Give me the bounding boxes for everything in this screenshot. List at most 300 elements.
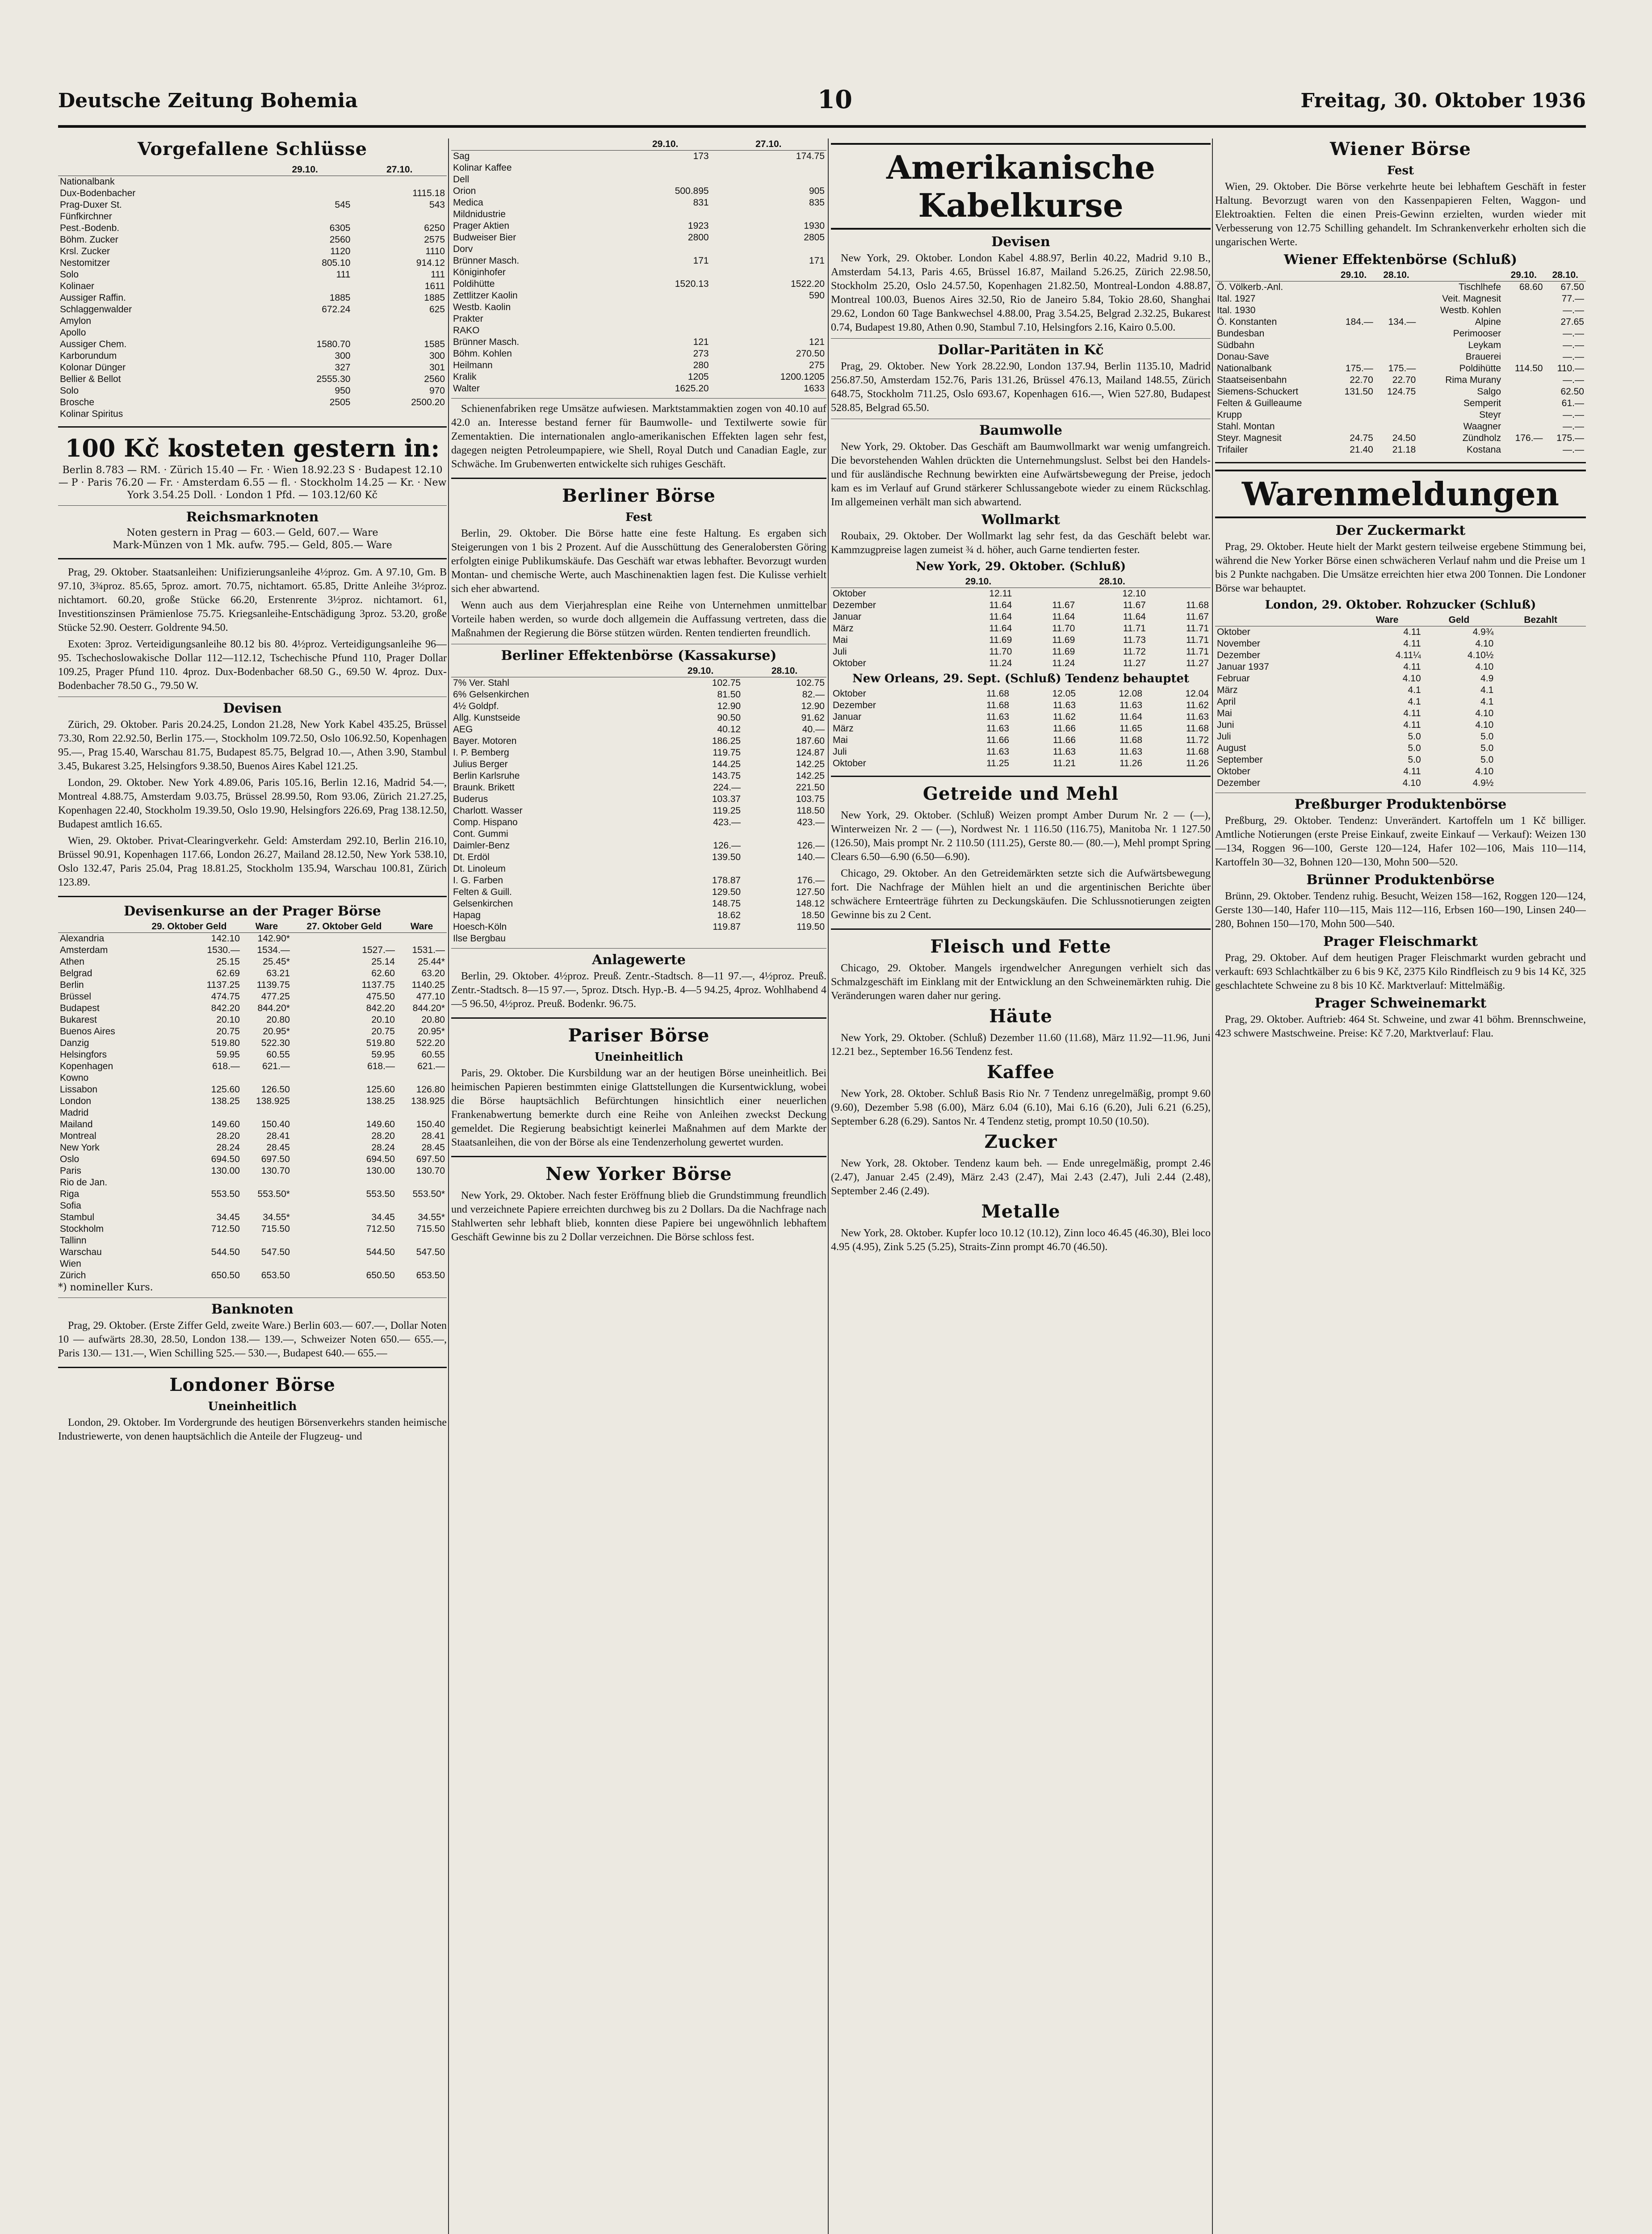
row-label: Warschau bbox=[60, 1247, 102, 1257]
quote-cell: 90.50 bbox=[717, 713, 741, 723]
quote-cell: —.— bbox=[1563, 340, 1584, 350]
quote-cell bbox=[1495, 766, 1586, 777]
newyork-text: New York, 29. Oktober. Nach fester Eröffnung blieb die Grundstimmung freundlich und verzeichnete Papiere erreichten durchweg bis zu 2 Dollars. Da die Nachfrage nach Stahlwerten sehr lebhaft blieb, konnten diese Papiere bei ungewöhnlich lebhaftem Geschäft Gewinne bis zu 2 Dollar verzeichnen. Die Börse schloss fest. bbox=[451, 1190, 826, 1243]
berlin-text: Wenn auch aus dem Vierjahresplan eine Reihe von Unternehmen unmittelbar Vorteile haben werden, so wurde doch allgemein die Auffassung vertreten, dass die Maßnahmen der Regierung die Börse stützen würden. Renten tendierten freundlich. bbox=[451, 600, 826, 639]
table-row bbox=[831, 600, 1211, 611]
table-row bbox=[1215, 421, 1586, 433]
quote-cell bbox=[137, 1258, 242, 1270]
table-row bbox=[1215, 409, 1586, 421]
quote-cell bbox=[1375, 351, 1418, 363]
table-row bbox=[831, 735, 1211, 746]
table-row bbox=[1215, 351, 1586, 363]
table-row bbox=[58, 1188, 447, 1200]
quote-cell: 34.55* bbox=[263, 1212, 290, 1222]
table-row bbox=[58, 1212, 447, 1223]
quote-cell bbox=[711, 162, 826, 174]
quote-cell: 1580.70 bbox=[316, 339, 351, 349]
quote-cell: Westb. Kohlen bbox=[1440, 305, 1501, 315]
prager-devisen-table bbox=[58, 921, 447, 1281]
quote-cell: 138.925 bbox=[256, 1096, 290, 1106]
pressburg-title: Preßburger Produktenbörse bbox=[1294, 797, 1507, 812]
quote-cell: 11.24 bbox=[989, 658, 1012, 668]
warenmeldungen-title: Warenmeldungen bbox=[1215, 470, 1586, 518]
getreide-text: Chicago, 29. Oktober. An den Getreidemärkten setzte sich die Aufwärtsbewegung fort. Die Nachfrage der Mühlen hielt an und die argentinischen Berichte über schwächere Ernteerträge führten zu Deckungskäufen. Die Schlussnotierungen zeigten Gewinne bis zu 2 Cent. bbox=[831, 868, 1211, 921]
quote-cell: 28.45 bbox=[266, 1142, 290, 1153]
quote-cell: 1120 bbox=[330, 246, 351, 256]
quote-cell: 110.— bbox=[1557, 363, 1584, 374]
table-row bbox=[1215, 293, 1586, 305]
quote-cell: 1137.75 bbox=[361, 980, 395, 990]
row-label: Ilse Bergbau bbox=[453, 933, 506, 944]
quote-cell bbox=[1332, 409, 1375, 421]
quote-cell: 522.20 bbox=[416, 1038, 445, 1048]
table-row bbox=[831, 623, 1211, 634]
row-label: Februar bbox=[1217, 673, 1250, 684]
table-row bbox=[451, 828, 826, 840]
table-row bbox=[1215, 661, 1586, 673]
quote-cell bbox=[292, 933, 397, 945]
row-label: Dezember bbox=[1217, 650, 1260, 660]
quote-cell: Waagner bbox=[1463, 421, 1501, 432]
quote-cell: 175.— bbox=[1345, 363, 1373, 374]
table-row bbox=[58, 1049, 447, 1061]
table-row bbox=[451, 933, 826, 945]
quote-cell: 1205 bbox=[688, 372, 709, 382]
quote-cell bbox=[137, 1107, 242, 1119]
quote-cell: 143.75 bbox=[712, 771, 741, 781]
quote-cell: 25.15 bbox=[216, 957, 240, 967]
quote-cell bbox=[1495, 684, 1586, 696]
haute-title: Häute bbox=[989, 1006, 1052, 1027]
quote-cell bbox=[137, 1235, 242, 1247]
table-header-cell: 27. Oktober Geld bbox=[292, 921, 397, 933]
row-label: Amylon bbox=[60, 316, 92, 326]
quote-cell bbox=[1503, 398, 1544, 409]
quote-cell: 11.71 bbox=[1186, 623, 1209, 634]
row-label: Hoesch-Köln bbox=[453, 922, 507, 932]
table-row bbox=[451, 348, 826, 360]
quote-cell bbox=[1332, 281, 1375, 294]
quote-cell: 831 bbox=[693, 197, 709, 208]
table-row bbox=[58, 362, 447, 374]
row-label: Berlin bbox=[60, 980, 84, 990]
quote-cell: 1633 bbox=[804, 383, 825, 394]
quote-cell: 300 bbox=[429, 351, 445, 361]
quote-cell bbox=[1375, 281, 1418, 294]
kaffee-title: Kaffee bbox=[987, 1062, 1055, 1083]
quote-cell: 34.55* bbox=[418, 1212, 445, 1222]
quote-cell bbox=[292, 1072, 397, 1084]
quote-cell: 11.27 bbox=[1186, 658, 1209, 668]
quote-cell: 175.— bbox=[1556, 433, 1584, 443]
london-rohzucker-table bbox=[1215, 614, 1586, 789]
quote-cell: 28.45 bbox=[421, 1142, 445, 1153]
quote-cell: 475.50 bbox=[366, 991, 395, 1002]
row-label: Zürich bbox=[60, 1270, 86, 1281]
quote-cell: 327 bbox=[335, 362, 351, 373]
row-label: Mai bbox=[833, 635, 848, 645]
table-row bbox=[58, 1154, 447, 1165]
quote-cell bbox=[1375, 328, 1418, 340]
row-label: Hapag bbox=[453, 910, 481, 920]
quote-cell bbox=[1495, 696, 1586, 708]
row-label: Budapest bbox=[60, 1003, 100, 1013]
table-row bbox=[58, 1014, 447, 1026]
quote-cell bbox=[258, 211, 352, 223]
table-row bbox=[58, 968, 447, 979]
effekten-title: Berliner Effektenbörse (Kassakurse) bbox=[501, 648, 777, 663]
table-row bbox=[451, 747, 826, 759]
row-label: Staatseisenbahn bbox=[1217, 375, 1287, 385]
row-label: New York bbox=[60, 1142, 100, 1153]
quote-cell bbox=[1495, 708, 1586, 719]
quote-cell: 2555.30 bbox=[316, 374, 351, 384]
quote-cell: 712.50 bbox=[211, 1224, 240, 1234]
quote-cell bbox=[1375, 305, 1418, 316]
quote-cell: 1139.75 bbox=[256, 980, 290, 990]
table-row bbox=[831, 646, 1211, 658]
quote-cell: 142.90* bbox=[257, 933, 290, 944]
quote-cell: 553.50* bbox=[412, 1189, 445, 1199]
row-label: Brünner Masch. bbox=[453, 337, 520, 347]
table-row bbox=[451, 302, 826, 313]
quote-cell bbox=[242, 1177, 292, 1188]
quote-cell bbox=[1375, 293, 1418, 305]
zucker-title: Zucker bbox=[984, 1131, 1057, 1152]
quote-cell: 130.70 bbox=[416, 1166, 445, 1176]
fleisch-fette-text: Chicago, 29. Oktober. Mangels irgendwelcher Anregungen verhielt sich das Schmalzgeschäft im Einklang mit der Entwicklung an den Schweinemärkten ruhig. Die Veränderungen waren daher nur gering. bbox=[831, 962, 1211, 1002]
kaffee-text: New York, 28. Oktober. Schluß Basis Rio Nr. 7 Tendenz unregelmäßig, prompt 9.60 (9.60), Dezember 5.98 (6.00), März 6.04 (6.10), Mai 6.16 (6.20), Juli 6.21 (6.25), September 6.28 (6.29). Santos Nr. 4 Tendenz stetig, prompt 10.50 (10.50). bbox=[831, 1088, 1211, 1127]
table-row bbox=[1215, 754, 1586, 766]
quote-cell bbox=[1495, 777, 1586, 789]
quote-cell: 129.50 bbox=[712, 887, 741, 897]
row-label: Westb. Kaolin bbox=[453, 302, 511, 312]
table-row bbox=[58, 199, 447, 211]
quote-cell: 712.50 bbox=[366, 1224, 395, 1234]
wollmarkt-title: Wollmarkt bbox=[981, 512, 1060, 528]
row-label: Mildnidustrie bbox=[453, 209, 506, 219]
quote-cell: Leykam bbox=[1468, 340, 1501, 350]
quote-cell: 130.00 bbox=[366, 1166, 395, 1176]
table-row bbox=[451, 290, 826, 302]
wien-title: Wiener Börse bbox=[1330, 139, 1471, 160]
table-row bbox=[831, 700, 1211, 711]
quote-cell: 1923 bbox=[688, 221, 709, 231]
quote-cell: 2575 bbox=[424, 235, 445, 245]
quote-cell: 4.1 bbox=[1408, 685, 1421, 695]
table-row bbox=[1215, 281, 1586, 294]
devisen-box-title: 100 Kč kosteten gestern in: bbox=[65, 434, 440, 462]
quote-cell: 187.60 bbox=[796, 736, 825, 746]
quote-cell: 127.50 bbox=[796, 887, 825, 897]
quote-cell: 149.60 bbox=[211, 1119, 240, 1130]
row-label: Bundesban bbox=[1217, 328, 1265, 339]
quote-cell: 1885 bbox=[424, 293, 445, 303]
quote-cell bbox=[242, 1072, 292, 1084]
table-row bbox=[451, 712, 826, 724]
brunn-text: Brünn, 29. Oktober. Tendenz ruhig. Besucht, Weizen 158—162, Roggen 120—124, Gerste 130—140, Hafer 110—115, Mais 112—116, Erbsen 160—190, Linsen 240—280, Bohnen 150—170, Mohn 500—540. bbox=[1215, 890, 1586, 930]
quote-cell bbox=[292, 1258, 397, 1270]
quote-cell: 672.24 bbox=[322, 304, 351, 315]
quote-cell: 842.20 bbox=[366, 1003, 395, 1013]
quote-cell: 12.10 bbox=[1122, 588, 1146, 599]
effekten-table bbox=[451, 665, 826, 945]
quote-cell: 544.50 bbox=[211, 1247, 240, 1257]
table-row bbox=[58, 188, 447, 199]
quote-cell: 11.68 bbox=[1186, 723, 1209, 734]
quote-cell: Tischlhefe bbox=[1459, 282, 1501, 292]
quote-cell: 275 bbox=[809, 360, 825, 370]
table-row bbox=[451, 840, 826, 852]
row-label: Belgrad bbox=[60, 968, 92, 978]
table-row bbox=[58, 1130, 447, 1142]
quote-cell: 11.64 bbox=[989, 612, 1012, 622]
table-header-cell bbox=[831, 576, 943, 588]
quote-cell: 621.— bbox=[417, 1061, 445, 1071]
quote-cell: 970 bbox=[429, 386, 445, 396]
metalle-title: Metalle bbox=[981, 1201, 1061, 1222]
quote-cell: 625 bbox=[429, 304, 445, 315]
column-rule bbox=[448, 139, 449, 2234]
quote-cell: 25.14 bbox=[371, 957, 395, 967]
quote-cell: 4.1 bbox=[1408, 697, 1421, 707]
row-label: Siemens-Schuckert bbox=[1217, 386, 1299, 397]
divider bbox=[58, 426, 447, 428]
quote-cell: 24.50 bbox=[1392, 433, 1416, 443]
quote-cell: 34.45 bbox=[216, 1212, 240, 1222]
row-label: Krupp bbox=[1217, 410, 1242, 420]
quote-cell: 4.11 bbox=[1403, 766, 1421, 777]
quote-cell: 914.12 bbox=[416, 258, 445, 268]
table-header-cell: 27.10. bbox=[352, 164, 447, 176]
quote-cell: 1200.1205 bbox=[780, 372, 825, 382]
quote-cell: 5.0 bbox=[1480, 731, 1494, 742]
quote-cell bbox=[620, 174, 711, 185]
quote-cell: 12.04 bbox=[1185, 689, 1209, 699]
quote-cell: 11.66 bbox=[986, 735, 1010, 745]
quote-cell: 82.— bbox=[802, 689, 825, 700]
table-row bbox=[451, 360, 826, 371]
quote-cell: 1140.25 bbox=[411, 980, 445, 990]
row-label: Prakter bbox=[453, 314, 483, 324]
table-row bbox=[451, 267, 826, 278]
quote-cell: 11.63 bbox=[1053, 700, 1076, 710]
row-label: Prager Aktien bbox=[453, 221, 510, 231]
quote-cell bbox=[711, 244, 826, 255]
haute-text: New York, 29. Oktober. (Schluß) Dezember 11.60 (11.68), März 11.92—11.96, Juni 12.21 bez., September 16.56 Tendenz fest. bbox=[831, 1032, 1211, 1058]
table-row bbox=[1215, 766, 1586, 777]
row-label: Dt. Erdöl bbox=[453, 852, 490, 862]
quote-cell: 63.21 bbox=[266, 968, 290, 978]
quote-cell: Poldihütte bbox=[1459, 363, 1501, 374]
schweinemarkt-title: Prager Schweinemarkt bbox=[1314, 995, 1487, 1011]
quote-cell bbox=[137, 1177, 242, 1188]
quote-cell: 62.69 bbox=[216, 968, 240, 978]
quote-cell: 119.75 bbox=[713, 747, 741, 758]
quote-cell: 11.69 bbox=[1052, 647, 1075, 657]
quote-cell: 11.68 bbox=[1120, 735, 1143, 745]
quote-cell: 300 bbox=[335, 351, 351, 361]
quote-cell: 11.64 bbox=[989, 623, 1012, 634]
devisen-box-line: Berlin 8.783 — RM. · Zürich 15.40 — Fr. · Wien 18.92.23 S · Budapest 12.10 — P · Paris 76.20 — Fr. · Amsterdam 6.55 — fl. · Stockholm 14.25 — Kr. · New York 3.54.25 Doll. · London 1 Pfd. — 103.12/60 Kč bbox=[58, 465, 447, 501]
row-label: Orion bbox=[453, 186, 476, 196]
row-label: Stockholm bbox=[60, 1224, 104, 1234]
quote-cell bbox=[658, 863, 742, 875]
quote-cell: 4.10½ bbox=[1467, 650, 1494, 660]
schweinemarkt-text: Prag, 29. Oktober. Auftrieb: 464 St. Schweine, und zwar 41 böhm. Brennschweine, 423 schwere Mastschweine. Preise: Kč 7.20, Marktverlauf: Flau. bbox=[1215, 1014, 1586, 1039]
table-row bbox=[58, 945, 447, 956]
quote-cell: 4.11 bbox=[1403, 708, 1421, 718]
table-row bbox=[1215, 316, 1586, 328]
table-row bbox=[1215, 398, 1586, 409]
quote-cell bbox=[620, 325, 711, 336]
quote-cell bbox=[742, 863, 826, 875]
quote-cell: 11.64 bbox=[989, 600, 1012, 610]
table-row bbox=[58, 979, 447, 991]
row-label: Buderus bbox=[453, 794, 488, 804]
row-label: Lissabon bbox=[60, 1084, 98, 1095]
quote-cell: 280 bbox=[693, 360, 709, 370]
quote-cell: 11.68 bbox=[1186, 747, 1209, 757]
table-row bbox=[58, 292, 447, 304]
row-label: Januar bbox=[833, 712, 862, 722]
table-row bbox=[451, 759, 826, 770]
row-label: Daimler-Benz bbox=[453, 840, 510, 851]
table-row bbox=[58, 1270, 447, 1281]
quote-cell bbox=[711, 174, 826, 185]
quote-cell: 22.70 bbox=[1350, 375, 1373, 385]
quote-cell: 1885 bbox=[329, 293, 351, 303]
row-label: Karborundum bbox=[60, 351, 117, 361]
quote-cell: 547.50 bbox=[261, 1247, 290, 1257]
quote-cell: 40.— bbox=[802, 724, 825, 735]
quote-cell bbox=[1495, 661, 1586, 673]
quote-cell bbox=[1503, 374, 1544, 386]
quote-cell: 835 bbox=[809, 197, 825, 208]
quote-cell bbox=[292, 1177, 397, 1188]
row-label: Athen bbox=[60, 957, 84, 967]
quote-cell: 11.66 bbox=[1053, 735, 1076, 745]
schluss-table-b bbox=[451, 139, 826, 395]
reichsmark-line: Noten gestern in Prag — 603.— Geld, 607.— Ware bbox=[126, 527, 378, 538]
table-header-cell: 29.10. bbox=[943, 576, 1014, 588]
row-label: Ital. 1927 bbox=[1217, 294, 1256, 304]
quote-cell bbox=[1503, 340, 1544, 351]
quote-cell: 138.25 bbox=[211, 1096, 240, 1106]
divider bbox=[831, 928, 1211, 930]
quote-cell: 544.50 bbox=[366, 1247, 395, 1257]
table-row bbox=[58, 1223, 447, 1235]
quote-cell: 184.— bbox=[1345, 317, 1373, 327]
quote-cell: 20.95* bbox=[263, 1026, 290, 1037]
quote-cell: 102.75 bbox=[796, 678, 825, 688]
table-row bbox=[451, 244, 826, 255]
quote-cell: 621.— bbox=[262, 1061, 290, 1071]
quote-cell: 20.10 bbox=[216, 1015, 240, 1025]
divider bbox=[58, 558, 447, 559]
row-label: Riga bbox=[60, 1189, 80, 1199]
quote-cell: 60.55 bbox=[421, 1050, 445, 1060]
quote-cell bbox=[620, 302, 711, 313]
table-header-cell: 27.10. bbox=[711, 139, 826, 151]
row-label: Bukarest bbox=[60, 1015, 97, 1025]
row-label: Aussiger Raffin. bbox=[60, 293, 126, 303]
quote-cell: 2560 bbox=[424, 374, 445, 384]
row-label: Kolinar Spiritus bbox=[60, 409, 123, 419]
quote-cell bbox=[1503, 293, 1544, 305]
table-row bbox=[451, 724, 826, 735]
quote-cell: 28.41 bbox=[421, 1131, 445, 1141]
row-label: Brünner Masch. bbox=[453, 256, 520, 266]
table-row bbox=[58, 1107, 447, 1119]
row-label: Oktober bbox=[1217, 627, 1250, 637]
quote-cell: 4.1 bbox=[1480, 697, 1494, 707]
berlin-title: Berliner Börse bbox=[562, 485, 716, 506]
wien-effekten-table bbox=[1215, 269, 1586, 456]
table-row bbox=[58, 1247, 447, 1258]
orleans-table bbox=[831, 688, 1211, 769]
quote-cell bbox=[242, 1258, 292, 1270]
row-label: Mailand bbox=[60, 1119, 93, 1130]
quote-cell: 178.87 bbox=[712, 875, 741, 886]
quote-cell: 126.80 bbox=[416, 1084, 445, 1095]
quote-cell: 118.50 bbox=[797, 806, 825, 816]
quote-cell: 62.50 bbox=[1560, 386, 1584, 397]
quote-cell: 62.60 bbox=[371, 968, 395, 978]
quote-cell: 28.24 bbox=[216, 1142, 240, 1153]
quote-cell bbox=[1503, 316, 1544, 328]
quote-cell: 553.50* bbox=[257, 1189, 290, 1199]
table-row bbox=[451, 185, 826, 197]
fleischmarkt-title: Prager Fleischmarkt bbox=[1323, 934, 1478, 949]
quote-cell: 176.— bbox=[797, 875, 825, 886]
table-row bbox=[58, 1096, 447, 1107]
baumwolle-title: Baumwolle bbox=[979, 423, 1063, 438]
quote-cell: 20.10 bbox=[371, 1015, 395, 1025]
quote-cell bbox=[1332, 340, 1375, 351]
table-header-cell bbox=[58, 164, 258, 176]
table-row bbox=[451, 863, 826, 875]
london-text: London, 29. Oktober. Im Vordergrunde des heutigen Börsenverkehrs standen heimische Industriewerte, von denen hauptsächlich die Anteile der Flugzeug- und bbox=[58, 1417, 447, 1442]
quote-cell: 547.50 bbox=[416, 1247, 445, 1257]
wolle-table bbox=[831, 576, 1211, 669]
quote-cell bbox=[1332, 328, 1375, 340]
quote-cell: 4.11 bbox=[1403, 627, 1421, 637]
quote-cell: 618.— bbox=[367, 1061, 395, 1071]
divider bbox=[58, 1367, 447, 1368]
row-label: Oktober bbox=[1217, 766, 1250, 777]
row-label: Madrid bbox=[60, 1108, 89, 1118]
quote-cell: Salgo bbox=[1477, 386, 1501, 397]
quote-cell bbox=[352, 408, 447, 420]
table-row bbox=[831, 688, 1211, 700]
quote-cell bbox=[1503, 444, 1544, 456]
table-row bbox=[1215, 673, 1586, 684]
quote-cell: 694.50 bbox=[366, 1154, 395, 1164]
row-label: Südbahn bbox=[1217, 340, 1255, 350]
banknoten-title: Banknoten bbox=[211, 1302, 294, 1317]
quote-cell: 59.95 bbox=[371, 1050, 395, 1060]
table-row bbox=[451, 220, 826, 232]
row-label: Ö. Völkerb.-Anl. bbox=[1217, 282, 1283, 292]
table-row bbox=[58, 991, 447, 1003]
table-row bbox=[58, 223, 447, 234]
prag-exoten-text: Exoten: 3proz. Verteidigungsanleihe 80.12 bis 80. 4½proz. Verteidigungsanleihe 96—95. Tschechoslowakische Dollar 112—112.12, Tschechische Pfund 110, Prager Dollar 109.25, Prager Pfund 110. 4proz. Dux-Bodenbacher 68.50 G., 69.50 W. 4proz. Dux-Bodenbacher 78.50 G., 79.50 W. bbox=[58, 638, 447, 692]
table-row bbox=[451, 852, 826, 863]
zuckermarkt-text: Prag, 29. Oktober. Heute hielt der Markt gestern teilweise ergebene Stimmung bei, während die New Yorker Börse einen schwächeren Verlauf nahm und die Preise um 1 bis 2 Punkte nachgaben. Die Umsätze erreichten hier etwa 200 Tonnen. Die Londoner Börse war behauptet. bbox=[1215, 541, 1586, 594]
quote-cell bbox=[1495, 719, 1586, 731]
quote-cell: 4.10 bbox=[1402, 778, 1421, 788]
